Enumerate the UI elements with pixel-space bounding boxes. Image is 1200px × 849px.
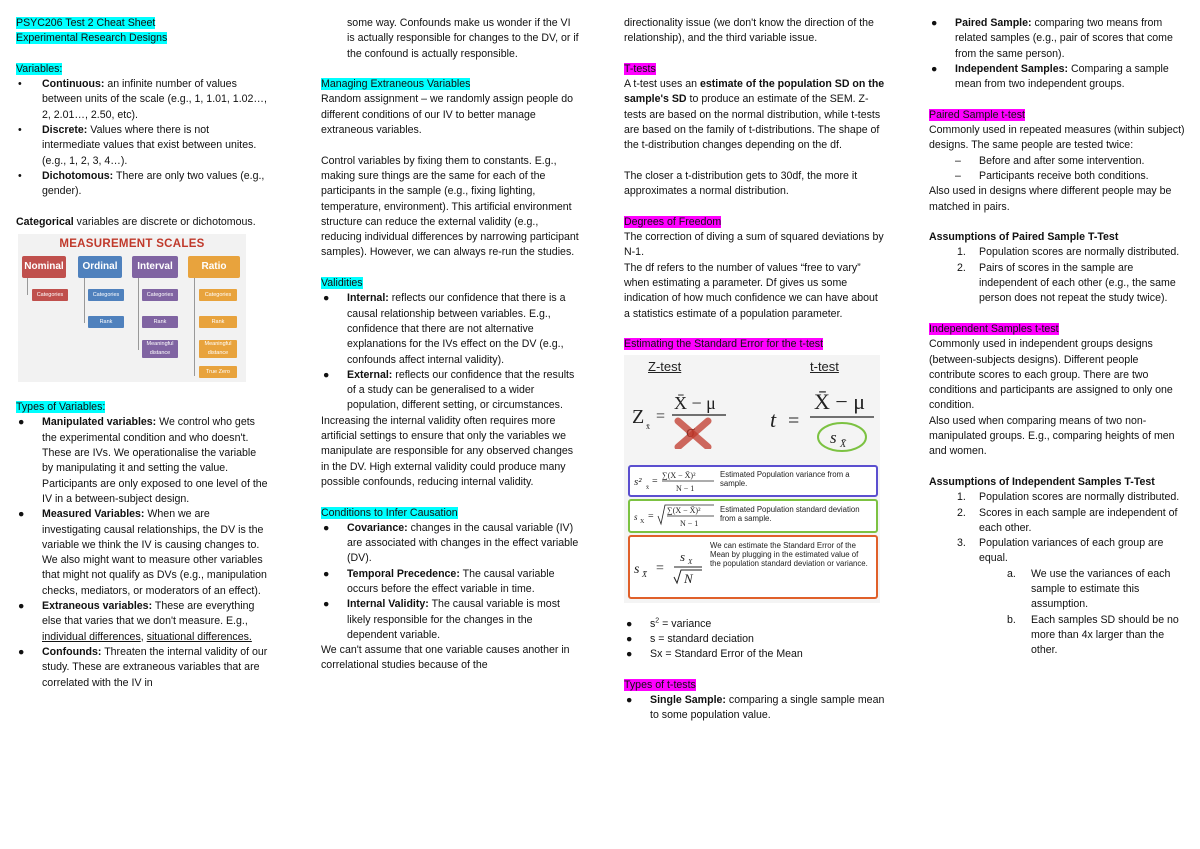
conditions-heading: Conditions to Infer Causation xyxy=(321,506,458,519)
svg-text:s²: s² xyxy=(634,475,642,488)
svg-text:=: = xyxy=(652,475,658,487)
svg-text:X̄: X̄ xyxy=(840,438,847,450)
types-heading: Types of Variables: xyxy=(16,401,106,414)
standard-error-figure xyxy=(624,355,880,603)
list-item: 3. Population variances of each group are equal. xyxy=(957,537,1164,565)
ordinal-categories: Categories xyxy=(88,289,124,301)
symbol-legend xyxy=(624,617,886,663)
figure-title: MEASUREMENT SCALES xyxy=(59,238,205,251)
svg-text:N: N xyxy=(684,570,693,586)
t-formula xyxy=(764,379,878,455)
list-item: – Before and after some intervention. xyxy=(955,154,1145,167)
svg-text:=: = xyxy=(656,407,666,425)
variables-heading: Variables: xyxy=(16,62,63,75)
list-item: ● Sx = Standard Error of the Mean xyxy=(626,648,803,661)
assume-text: We can't assume that one variable causes another in correlational studies because of the xyxy=(321,644,570,672)
svg-text:N − 1: N − 1 xyxy=(680,518,699,528)
ttests-text: A t-test uses an estimate of the population SD on the sample's SD to produce an estimate of the SEM. Z-tests are based on the normal distribution, while t-tests are based on the family of t-distributions. The shape of the t-distribution changes depending on the df. xyxy=(624,78,885,152)
svg-text:∑(X − X̄)²: ∑(X − X̄)² xyxy=(662,470,696,480)
sem-note: We can estimate the Standard Error of the Mean by plugging in the estimated value of the population standard deviation or variance. xyxy=(710,540,868,568)
svg-text:s: s xyxy=(634,561,640,577)
svg-text:s: s xyxy=(830,427,837,447)
std-dev-box xyxy=(628,499,878,533)
svg-text:=: = xyxy=(788,409,800,432)
svg-text:X̄: X̄ xyxy=(642,569,647,579)
ttest-label: t-test xyxy=(810,358,839,374)
list-item: ● Paired Sample: comparing two means from related samples (e.g., pair of scores that come from the same person). xyxy=(931,17,1173,60)
svg-text:x̄: x̄ xyxy=(646,484,649,491)
measurement-scales-figure xyxy=(18,234,246,382)
types-ttests-heading: Types of t-tests xyxy=(624,678,696,691)
list-item: ● Temporal Precedence: The causal variable occurs before the effect variable in time. xyxy=(323,567,555,595)
list-item: 1. Population scores are normally distributed. xyxy=(957,246,1180,259)
svg-text:X̄ − μ: X̄ − μ xyxy=(674,392,716,413)
independent-assumptions-heading: Assumptions of Independent Samples T-Test xyxy=(929,475,1155,488)
list-item: a. We use the variances of each sample to estimate this assumption. xyxy=(1007,567,1171,611)
ratio-true-zero: True Zero xyxy=(199,366,237,378)
ordinal-header: Ordinal xyxy=(78,256,122,278)
std-dev-note: Estimated Population standard deviation from a sample. xyxy=(720,504,860,523)
list-item: ● Independent Samples: Comparing a sample mean from two independent groups. xyxy=(931,62,1169,91)
df-text-1: The correction of diving a sum of squared deviations by N-1. xyxy=(624,231,884,259)
svg-text:t: t xyxy=(770,406,777,432)
svg-text:N − 1: N − 1 xyxy=(676,483,695,493)
ttests-heading: T-tests xyxy=(624,62,656,75)
variables-list xyxy=(16,77,268,199)
df-heading: Degrees of Freedom xyxy=(624,215,722,228)
list-item: ● Single Sample: comparing a single sample mean to some population value. xyxy=(626,694,885,722)
ratio-distance: Meaningful distance xyxy=(199,340,237,358)
list-item: ● Covariance: changes in the causal variable (IV) are associated with changes in the effect variable (DV). xyxy=(323,521,579,565)
column-3 xyxy=(624,16,886,724)
paired-heading: Paired Sample t-test xyxy=(929,108,1025,121)
list-item: 2. Scores in each sample are independent of each other. xyxy=(957,506,1178,534)
types-list xyxy=(16,415,268,690)
paired-text-2: Also used in designs where different people may be matched in pairs. xyxy=(929,185,1172,213)
managing-heading: Managing Extraneous Variables xyxy=(321,78,471,91)
list-item: ● Internal Validity: The causal variable is most likely responsible for the changes in the dependent variable. xyxy=(323,598,560,641)
ratio-header: Ratio xyxy=(188,256,240,278)
nominal-header: Nominal xyxy=(22,256,66,278)
interval-distance: Meaningful distance xyxy=(142,340,178,358)
independent-text-2: Also used when comparing means of two non-manipulated groups. E.g., comparing heights of men and women. xyxy=(929,414,1175,458)
confound-continuation: some way. Confounds make us wonder if the VI is actually responsible for changes to the DV, or if the confound is actually responsible. xyxy=(347,17,579,60)
list-item: ● $s^2$ = variance xyxy=(626,617,712,630)
df-text-2: The df refers to the number of values “free to vary” when estimating a parameter. Df gives us some indication of how much confidence we can have about a statistics estimate of a population parameter. xyxy=(624,261,878,320)
sem-box xyxy=(628,535,878,599)
ratio-categories: Categories xyxy=(199,289,237,301)
column-4 xyxy=(929,16,1187,658)
list-item: ● Internal: reflects our confidence that there is a causal relationship between variables. E.g., confidence that there are not alternative explanations for the IVs effect on the DV (e.g., confounds affect internal validity). xyxy=(323,292,566,366)
independent-assumptions-list xyxy=(929,490,1187,566)
validity-text: Increasing the internal validity often requires more artificial settings to ensure that only the variables we manipulate are responsible for any observed changes in the DV. High external validity could produce many possible confounds, reducing internal validity. xyxy=(321,414,574,488)
conditions-list xyxy=(321,521,579,643)
validities-heading: Validities xyxy=(321,277,363,290)
ttest-types-list xyxy=(624,693,886,724)
list-item: ● Confounds: Threaten the internal validity of our study. These are extraneous variables that are correlated with the IV in xyxy=(18,645,268,689)
se-heading: Estimating the Standard Error for the t-test xyxy=(624,338,824,351)
svg-text:s: s xyxy=(634,511,638,522)
paired-assumptions-heading: Assumptions of Paired Sample T-Test xyxy=(929,231,1119,244)
managing-text: Random assignment – we randomly assign people do different conditions of our IV to better manage extraneous variables. xyxy=(321,93,574,137)
paired-dash-list xyxy=(929,154,1187,185)
doc-subtitle: Experimental Research Designs xyxy=(16,32,168,45)
list-item: ● Extraneous variables: These are everything else that varies that we don't measure. E.g., individual differences, situational differences. xyxy=(18,600,255,643)
variance-box xyxy=(628,465,878,497)
svg-text:X: X xyxy=(640,518,645,525)
list-item: • Dichotomous: There are only two values (e.g., gender). xyxy=(18,169,265,198)
nominal-categories: Categories xyxy=(32,289,68,301)
list-item: ● External: reflects our confidence that the results of a study can be generalised to a wider population, different setting, or circumstances. xyxy=(323,368,575,412)
validities-list xyxy=(321,291,579,413)
interval-rank: Rank xyxy=(142,316,178,328)
interval-categories: Categories xyxy=(142,289,178,301)
independent-heading: Independent Samples t-test xyxy=(929,322,1059,335)
svg-text:X̄ − μ: X̄ − μ xyxy=(814,388,866,414)
column-1 xyxy=(16,16,268,691)
ztest-label: Z-test xyxy=(648,358,682,374)
independent-text: Commonly used in independent groups designs (between-subjects designs). Different people contribute scores to each group. There are two conditions and participants are assigned to only one condition. xyxy=(929,338,1173,412)
control-text: Control variables by fixing them to constants. E.g., making sure things are the same for each of the participants in the sample (e.g., fixing lighting, temperature, environment). This artificial environment structure can reduce the external validity (e.g., reducing individual differences by narrowing participant samples). However, we can always re-run the studies. xyxy=(321,154,579,259)
svg-text:Z: Z xyxy=(632,405,645,428)
list-item: 1. Population scores are normally distributed. xyxy=(957,491,1180,504)
paired-assumptions-list xyxy=(929,245,1187,306)
ttest-types-list-cont xyxy=(929,16,1187,92)
variance-note: Estimated Population variance from a sample. xyxy=(720,469,850,488)
closer-text: The closer a t-distribution gets to 30df, the more it approximates a normal distribution. xyxy=(624,169,858,198)
z-formula xyxy=(630,379,742,449)
svg-text:X: X xyxy=(688,557,693,566)
svg-text:x̄: x̄ xyxy=(646,421,650,431)
svg-text:=: = xyxy=(656,560,664,576)
categorical-note: Categorical variables are discrete or dichotomous. xyxy=(16,215,256,228)
svg-text:=: = xyxy=(648,510,654,522)
ratio-rank: Rank xyxy=(199,316,237,328)
independent-sub-list xyxy=(929,567,1187,659)
interval-header: Interval xyxy=(132,256,178,278)
list-item: – Participants receive both conditions. xyxy=(955,169,1149,182)
list-item: ● Manipulated variables: We control who gets the experimental condition and who doesn't. These are IVs. We operationalise the variable by manipulating it and setting the value. Participants are only exposed to one level of the IV in a between-subject design. xyxy=(18,416,268,505)
direction-text: directionality issue (we don't know the direction of the relationship), and the third variable issue. xyxy=(624,17,874,45)
list-item: 2. Pairs of scores in the sample are independent of each other (e.g., the same person does not repeat the study twice). xyxy=(957,261,1176,305)
ordinal-rank: Rank xyxy=(88,316,124,328)
list-item: • Continuous: an infinite number of values between units of the scale (e.g., 1, 1.01, 1.02…, 2, 2.01…, 2.50, etc). xyxy=(18,78,267,121)
list-item: ● Measured Variables: When we are investigating causal relationships, the DV is the variable we think the IV is causing changes to. We also might want to measure other variables that might not qualify as DVs (e.g., manipulation checks, mediators, or moderators of an effect). xyxy=(18,508,267,597)
svg-text:∑(X − X̄)²: ∑(X − X̄)² xyxy=(667,505,701,515)
list-item: b. Each samples SD should be no more than 4x larger than the other. xyxy=(1007,613,1179,657)
doc-title: PSYC206 Test 2 Cheat Sheet xyxy=(16,17,156,29)
column-2 xyxy=(321,16,579,674)
list-item: • Discrete: Values where there is not intermediate values that exist between unites. (e.g., 1, 2, 3, 4…). xyxy=(18,124,257,167)
list-item: ● s = standard deciation xyxy=(626,632,754,645)
svg-text:s: s xyxy=(680,548,686,564)
paired-text: Commonly used in repeated measures (within subject) designs. The same people are tested twice: xyxy=(929,124,1185,152)
